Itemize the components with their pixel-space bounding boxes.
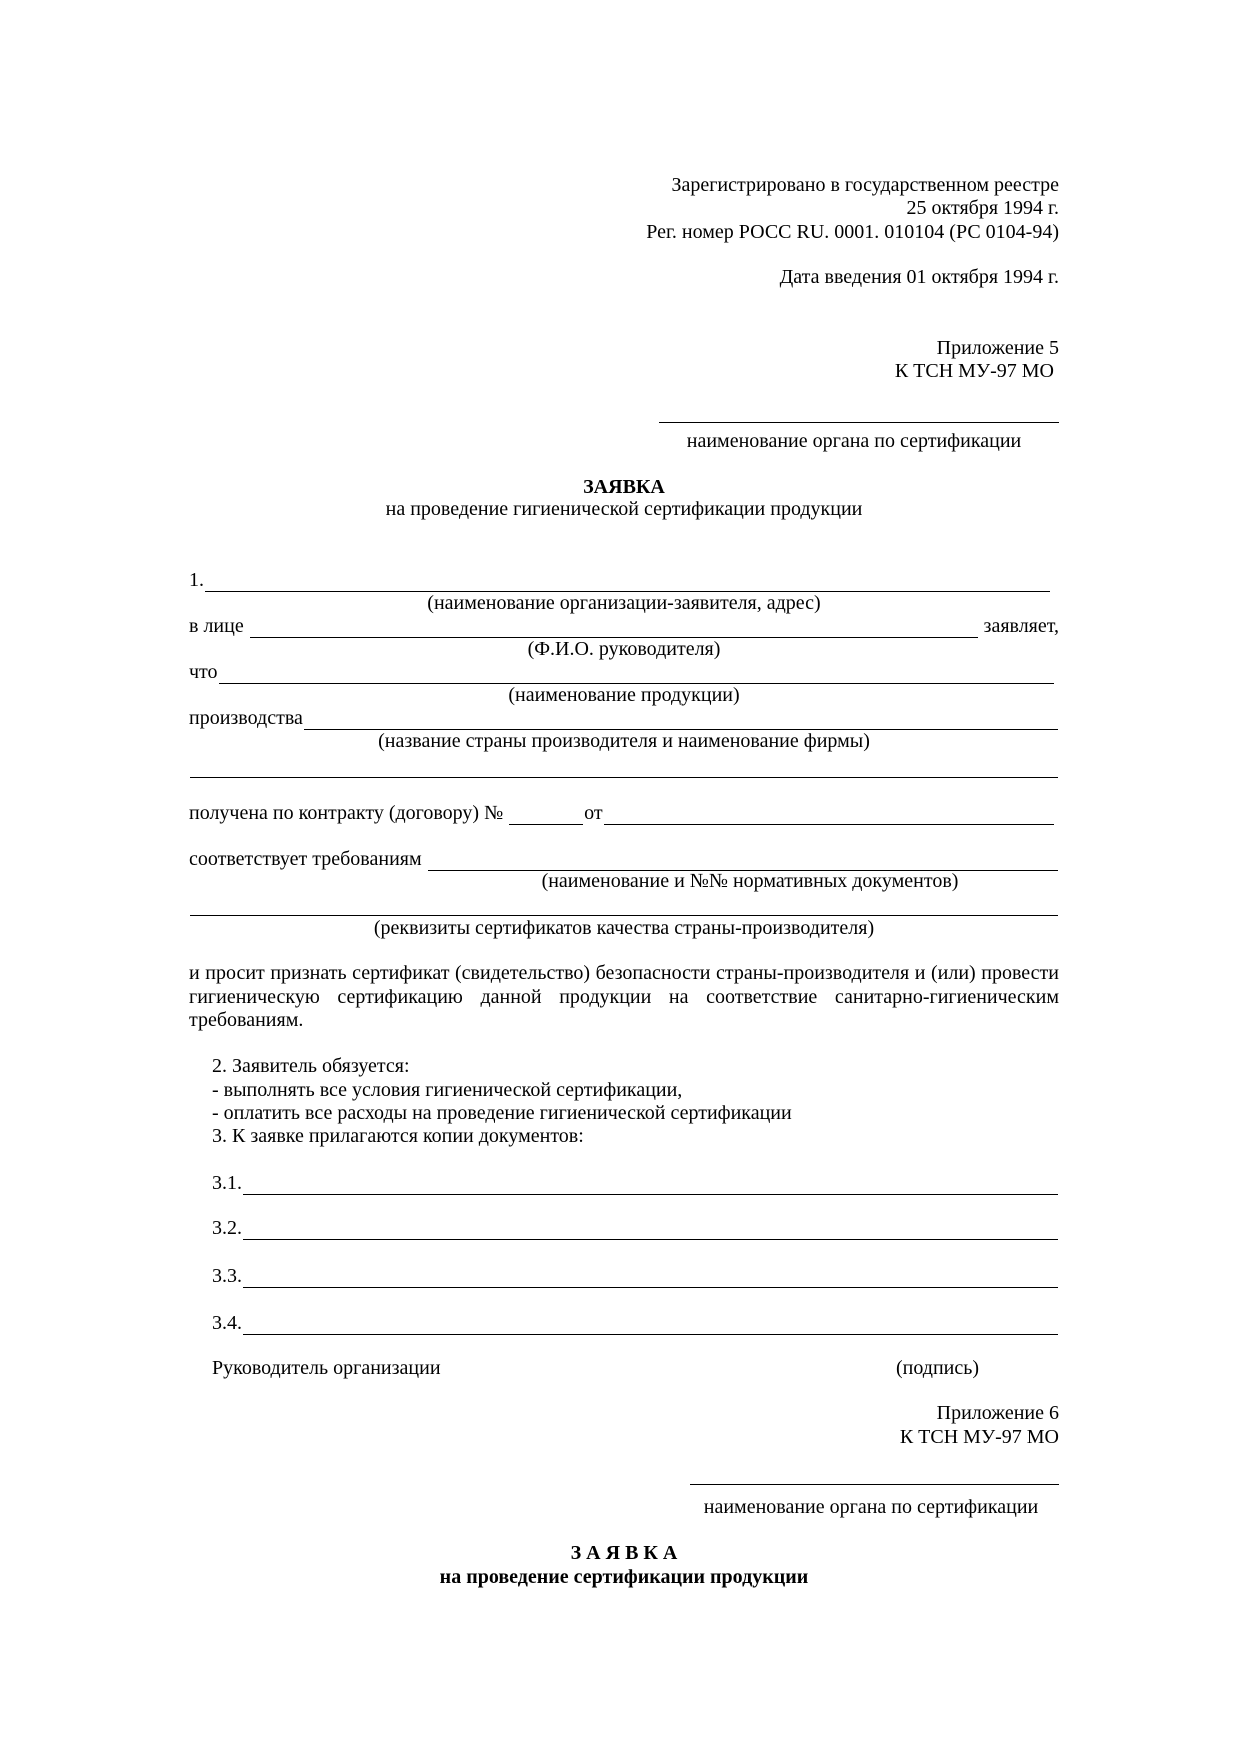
attachment-row: 3.1. [212,1171,1059,1195]
registered-text: Зарегистрировано в государственном реестре [671,174,1059,196]
obligation-2: - оплатить все расходы на проведение гигиенической сертификации [212,1102,792,1124]
person-line [250,618,978,638]
product-field: что [189,660,1055,684]
org-caption: наименование органа по сертификации [686,430,1022,452]
form-title: ЗАЯВКА [583,476,665,498]
form-subtitle: на проведение гигиенической сертификации продукции [385,498,863,520]
applicant-line [205,572,1050,592]
producer-extra-field [189,754,1059,778]
attachment-line [243,1268,1058,1288]
intro-date: Дата введения 01 октября 1994 г. [779,266,1059,288]
contract-number-line [509,805,583,825]
appendix5-ref: К ТСН МУ-97 МО [894,360,1054,382]
producer-extra-line [190,758,1058,778]
applicant-caption: (наименование организации-заявителя, адрес) [427,592,821,614]
product-line [219,664,1054,684]
signature-label: (подпись) [896,1357,980,1379]
org-name-line [659,422,1059,423]
applicant-field: 1. [189,568,1051,592]
certs-field [189,892,1059,916]
contract-field: получена по контракту (договору) № от [189,801,1055,825]
producer-caption: (название страны производителя и наименование фирмы) [378,730,870,752]
complies-caption: (наименование и №№ нормативных документов) [541,870,959,892]
complies-field: соответствует требованиям [189,847,1059,871]
complies-line [428,851,1058,871]
obligations-title: 2. Заявитель обязуется: [212,1055,410,1077]
reg-number: Рег. номер РОСС RU. 0001. 010104 (РС 0104-94) [646,221,1059,243]
attachment-row: 3.3. [212,1264,1059,1288]
obligation-1: - выполнять все условия гигиенической сертификации, [212,1079,683,1101]
attachment-line [243,1315,1058,1335]
form-subtitle-2: на проведение сертификации продукции [439,1566,809,1588]
person-caption: (Ф.И.О. руководителя) [527,638,721,660]
producer-line [304,710,1058,730]
attachment-row: 3.4. [212,1311,1059,1335]
request-paragraph: и просит признать сертификат (свидетельство) безопасности страны-производителя и (или) провести гигиеническую сертификацию данной продукции на соответствие санитарно-гигиеническим требованиям. [189,962,1059,1031]
attachments-title: 3. К заявке прилагаются копии документов: [212,1125,584,1147]
person-field: в лице заявляет, [189,615,1059,637]
product-caption: (наименование продукции) [508,684,740,706]
appendix6-title: Приложение 6 [936,1402,1059,1424]
attachment-line [243,1175,1058,1195]
certs-caption: (реквизиты сертификатов качества страны-производителя) [373,917,875,939]
org-name-line-2 [690,1484,1059,1485]
appendix5-title: Приложение 5 [936,337,1059,359]
certs-line [190,896,1058,916]
reg-date: 25 октября 1994 г. [906,197,1059,219]
appendix6-ref: К ТСН МУ-97 МО [899,1426,1059,1448]
attachment-row: 3.2. [212,1216,1059,1240]
form-title-2: З А Я В К А [570,1542,678,1564]
producer-field: производства [189,706,1059,730]
attachment-line [243,1220,1058,1240]
contract-date-line [604,805,1054,825]
signer-label: Руководитель организации [212,1357,441,1379]
org-caption-2: наименование органа по сертификации [703,1496,1039,1518]
